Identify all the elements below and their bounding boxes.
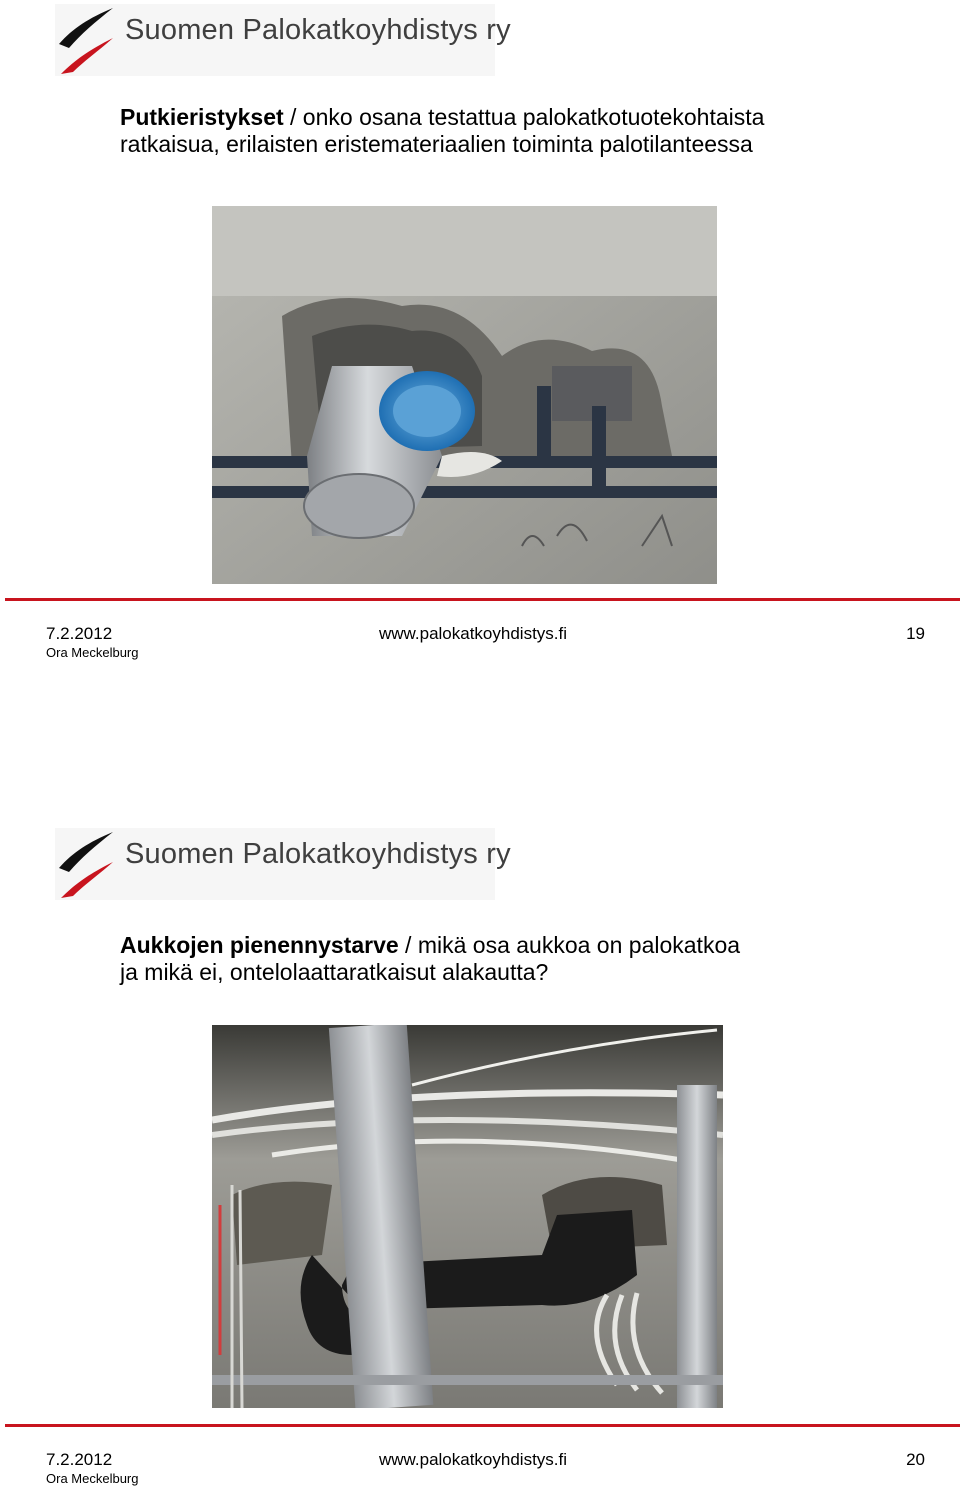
title-rest: / mikä osa aukkoa on palokatkoa ja mikä ei, ontelolaattaratkaisut alakautta? — [120, 932, 741, 985]
slide-title — [120, 104, 840, 158]
footer-author: Ora Meckelburg — [46, 645, 139, 660]
footer-url[interactable]: www.palokatkoyhdistys.fi — [379, 624, 568, 643]
page-number: 20 — [906, 1450, 925, 1469]
title-bold: Aukkojen pienennystarve — [120, 932, 399, 958]
organization-logo — [55, 828, 511, 900]
swoosh-logo-icon — [55, 828, 115, 900]
footer-divider — [5, 1424, 960, 1427]
footer-url[interactable]: www.palokatkoyhdistys.fi — [379, 1450, 568, 1469]
footer-author: Ora Meckelburg — [46, 1471, 139, 1486]
slide-20 — [0, 810, 960, 1490]
slide-19 — [0, 0, 960, 680]
logo-text: Suomen Palokatkoyhdistys ry — [125, 14, 511, 46]
title-rest: / onko osana testattua palokatkotuotekohtaista ratkaisua, erilaisten eristemateriaalien toiminta palotilanteessa — [120, 104, 765, 157]
logo-text: Suomen Palokatkoyhdistys ry — [125, 838, 511, 870]
footer-date: 7.2.2012 — [46, 1450, 113, 1469]
page-number: 19 — [906, 624, 925, 643]
swoosh-logo-icon — [55, 4, 115, 76]
photo-pipe-insulation — [212, 206, 717, 584]
title-bold: Putkieristykset — [120, 104, 284, 130]
footer-divider — [5, 598, 960, 601]
slide-title — [120, 932, 760, 986]
organization-logo — [55, 4, 511, 76]
photo-ceiling-pipe — [212, 1025, 723, 1408]
footer-date: 7.2.2012 — [46, 624, 113, 643]
